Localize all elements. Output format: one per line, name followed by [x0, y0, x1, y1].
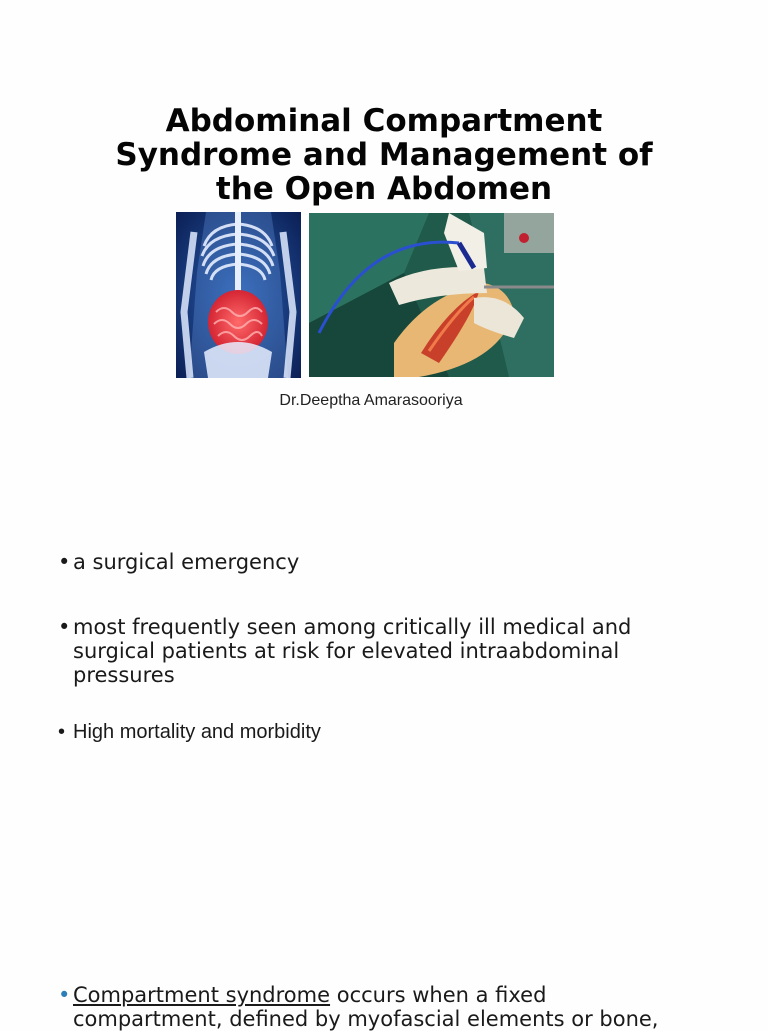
bullet-marker: • [58, 983, 71, 1007]
bullet-mortality [58, 720, 718, 744]
bullet-frequency [58, 615, 718, 687]
surgery-open-abdomen-photo-icon [309, 213, 554, 377]
title-line-3: the Open Abdomen [215, 171, 553, 207]
page-title [0, 104, 768, 206]
bullet-marker: • [58, 615, 71, 639]
title-line-1: Abdominal Compartment [165, 103, 603, 139]
surgery-image [309, 213, 554, 377]
bullet-marker: • [58, 550, 71, 574]
bullet-line-1: most frequently seen among critically ill medical and [73, 615, 632, 639]
bullet-line-2: compartment, defined by myofascial elements or bone, [73, 1007, 659, 1031]
compartment-syndrome-term[interactable]: Compartment syndrome [73, 983, 331, 1007]
bullet-text: High mortality and morbidity [73, 721, 321, 743]
skeleton-intestines-illustration-icon [176, 212, 301, 378]
title-line-2: Syndrome and Management of [115, 137, 653, 173]
author-name: Dr.Deeptha Amarasooriya [279, 392, 463, 409]
bullet-rest-text: occurs when a fixed [330, 983, 547, 1007]
bullet-line-3: pressures [73, 663, 175, 687]
bullet-surgical-emergency [58, 550, 718, 574]
bullet-marker: • [58, 721, 66, 743]
bullet-text: a surgical emergency [73, 550, 300, 574]
bullet-line-2: surgical patients at risk for elevated intraabdominal [73, 639, 620, 663]
skeleton-intestines-image [176, 212, 301, 378]
bullet-line-1 [73, 983, 718, 1007]
